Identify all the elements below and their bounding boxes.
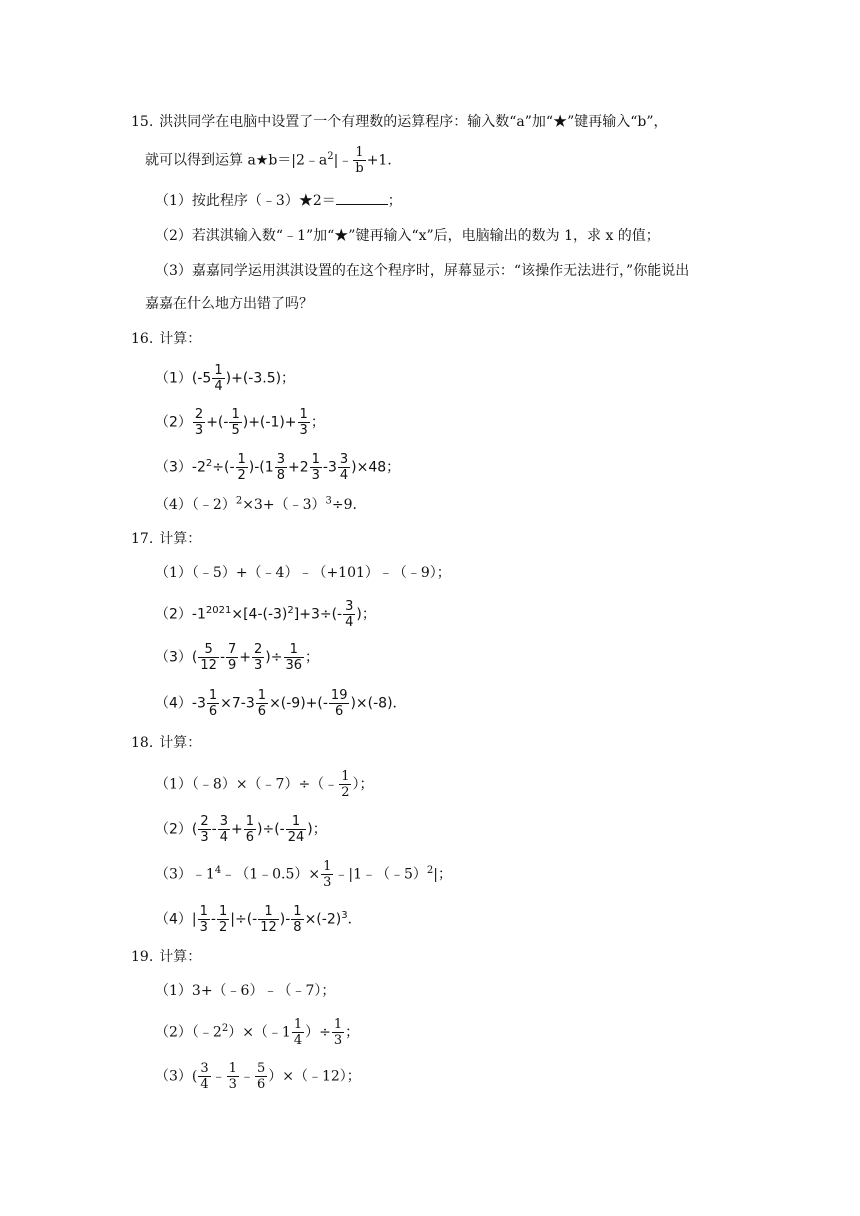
fraction [212,364,224,393]
expr-text: - [211,821,217,838]
fraction [236,453,248,482]
q16-heading [131,329,201,349]
fraction [198,643,219,672]
denominator: 36 [285,658,303,673]
numerator: 1 [218,904,228,919]
question-number: 15. [131,114,154,130]
expr-text: （2）（﹣2 [155,1024,222,1041]
q15-formula-a: 就可以得到运算 a★b＝|2﹣a [145,152,328,169]
exponent: 3 [325,495,332,507]
exponent: 2 [221,1022,229,1034]
expr-text: ×3+（﹣3） [242,497,326,513]
numerator: 7 [228,642,237,657]
expr-text: )+(-1)+ [242,414,297,431]
question-title: 计算： [159,735,202,751]
expr-text: |； [433,866,453,883]
answer-blank [336,190,388,205]
part-label: （3） [155,459,192,476]
denominator: 5 [231,423,240,438]
expr-text: ×(-9)+(- [269,695,328,712]
numerator: 19 [330,688,348,703]
denominator: 4 [345,615,354,630]
denominator: 3 [228,1077,237,1092]
expr-text: ； [305,649,320,666]
q19-part2 [155,1018,359,1047]
expr-text: -3 [322,459,337,476]
question-title: 计算： [159,949,202,965]
fraction [292,1018,304,1047]
expr-text: + [239,649,252,666]
fraction [343,600,355,629]
denominator: 3 [323,875,332,890]
denominator: b [355,161,364,176]
q15-formula-c: +1． [366,152,402,169]
expr-text: ﹣（1﹣0.5）× [221,866,321,883]
expr-text: ( [191,649,198,666]
q19-part1: （1）3+（﹣6）﹣（﹣7）； [155,983,336,999]
part-label: （2） [155,606,192,623]
numerator: 2 [254,642,263,657]
q15-line2 [145,146,401,175]
numerator: 3 [200,1061,209,1076]
expr-text: |÷(- [230,911,258,928]
part-label: （1） [155,370,192,387]
q17-part4 [155,689,407,718]
expr-text: ]+3÷(- [293,606,343,623]
expr-text: ( [191,821,198,838]
fraction [252,643,264,672]
numerator: 1 [311,452,320,467]
fraction [310,453,322,482]
fraction [258,905,279,934]
numerator: 5 [256,1061,266,1076]
expr-text: -3 [191,695,206,712]
numerator: 1 [228,1061,237,1076]
denominator: 6 [335,704,344,719]
expr-text: ﹣|1﹣（﹣5） [334,866,427,883]
fraction [218,815,230,844]
numerator: 1 [237,452,246,467]
expr-text: +(- [206,414,229,431]
numerator: 3 [345,599,354,614]
numerator: 2 [194,407,204,422]
fraction [329,689,350,718]
expr-text: ）； [352,776,374,793]
numerator: 1 [257,688,267,703]
expr-text: )-(1 [248,459,274,476]
exponent: 2 [426,864,434,876]
numerator: 1 [353,146,365,161]
fraction [321,860,333,889]
numerator: 1 [323,859,332,874]
numerator: 2 [200,814,209,829]
expr-text: （4）（﹣2） [155,497,236,513]
fraction [198,815,210,844]
denominator: 4 [200,1077,209,1092]
denominator: 6 [245,830,255,845]
expr-text: -1 [191,606,206,623]
part-label: （2） [155,821,192,838]
expr-text: ÷9． [331,497,367,513]
expr-text: ； [345,1024,360,1041]
expr-text: | [191,911,197,928]
expr-text: ﹣ [239,1068,254,1085]
fraction [198,905,210,934]
numerator: 1 [286,815,307,830]
q18-part3 [155,860,452,889]
denominator: 4 [293,1033,303,1048]
numerator: 1 [299,407,308,422]
expr-text: + [231,821,243,838]
numerator: 3 [219,814,229,829]
denominator: 12 [200,658,217,673]
q15-part1-text: （1）按此程序（﹣3）★2＝ [155,193,336,209]
denominator: 9 [228,658,237,673]
denominator: 2 [341,785,350,800]
expr-text: )÷(- [257,821,285,838]
numerator: 1 [258,905,279,920]
q15-part1 [155,190,402,211]
numerator: 1 [245,814,255,829]
expr-text: )- [279,911,291,928]
expr-text: ）÷ [305,1024,331,1041]
expr-text: +2 [287,459,309,476]
fraction [286,815,307,844]
q15-text: 洪洪同学在电脑中设置了一个有理数的运算程序：输入数“a”加“★”键再输入“b”， [159,114,668,130]
expr-text: ﹣ [211,1068,226,1085]
expr-text: ×(-2) [304,911,342,928]
denominator: 3 [199,920,208,935]
part-label: （3） [155,649,192,666]
denominator: 24 [287,830,305,845]
fraction [256,689,268,718]
question-title: 计算： [159,531,202,547]
expr-text: （3）( [155,1068,198,1085]
expr-text: - [219,649,225,666]
q19-heading [131,947,201,967]
q15-part3-line1: （3）嘉嘉同学运用淇淇设置的在这个程序时，屏幕显示：“该操作无法进行，”你能说出 [155,263,690,279]
expr-text: )×48； [351,459,401,476]
expr-text: ×[4-(-3) [231,606,288,623]
expr-text: )+(-3.5)； [225,370,296,387]
q15-part1-end: ； [387,193,402,209]
expr-text: ； [310,414,325,431]
denominator: 3 [200,830,209,845]
exponent: 2021 [205,604,232,616]
numerator: 1 [293,904,302,919]
numerator: 3 [339,452,349,467]
denominator: 2 [218,920,228,935]
fraction [338,453,350,482]
q15-formula-b: |﹣ [333,152,353,169]
fraction [275,453,287,482]
denominator: 8 [276,468,285,483]
numerator: 1 [208,688,218,703]
exponent: 2 [327,150,334,162]
exponent: 2 [205,457,213,469]
fraction [229,408,241,437]
question-title: 计算： [159,331,202,347]
fraction [207,689,219,718]
denominator: 3 [194,423,204,438]
denominator: 6 [208,704,218,719]
part-label: （2） [155,414,192,431]
q17-part2 [155,600,376,629]
numerator: 5 [198,643,219,658]
q17-part1: （1）（﹣5）+（﹣4）﹣（+101）﹣（﹣9）； [155,565,451,581]
q19-part3 [155,1062,361,1091]
expr-text: （3）﹣1 [155,866,215,883]
denominator: 3 [333,1033,343,1048]
fraction [198,1062,210,1091]
question-number: 19. [131,949,154,965]
expr-text: ． [347,911,362,928]
denominator: 8 [293,920,302,935]
q16-part2 [155,408,325,437]
exponent: 2 [235,495,243,507]
q17-heading [131,529,201,549]
expr-text: )； [307,821,327,838]
fraction [332,1018,344,1047]
q18-part4 [155,905,362,934]
part-label: （4） [155,911,192,928]
fraction [217,905,229,934]
q18-part2 [155,815,327,844]
expr-text: )×(-8)． [350,695,407,712]
expr-text: ×7-3 [220,695,255,712]
question-number: 17. [131,531,154,547]
exponent: 4 [214,864,222,876]
denominator: 2 [237,468,246,483]
fraction [255,1062,267,1091]
denominator: 3 [311,468,320,483]
expr-text: - [210,911,216,928]
numerator: 1 [293,1017,303,1032]
expr-text: （1）（﹣8）×（﹣7）÷（﹣ [155,776,339,793]
denominator: 6 [257,704,267,719]
denominator: 12 [260,920,277,935]
numerator: 3 [276,452,285,467]
q16-part1 [155,364,295,393]
fraction [226,643,238,672]
denominator: 3 [299,423,308,438]
denominator: 6 [256,1077,266,1092]
denominator: 4 [214,379,223,394]
numerator: 1 [284,643,305,658]
denominator: 3 [254,658,263,673]
exponent: 3 [341,909,348,921]
expr-text: ）×（﹣1 [228,1024,291,1041]
fraction [227,1062,239,1091]
q18-part1 [155,770,373,799]
fraction [284,643,305,672]
numerator: 1 [231,407,240,422]
expr-text: )÷ [265,649,283,666]
question-number: 18. [131,735,154,751]
numerator: 1 [214,363,223,378]
numerator: 1 [199,904,208,919]
q15-line1 [131,112,668,132]
expr-text: ）×（﹣12）； [268,1068,361,1085]
q17-part3 [155,643,319,672]
fraction [339,770,351,799]
fraction [291,905,303,934]
fraction [353,146,365,175]
exponent: 2 [287,604,294,616]
part-label: （4） [155,695,192,712]
expr-text: )； [356,606,376,623]
q15-part2: （2）若淇淇输入数“﹣1”加“★”键再输入“x”后，电脑输出的数为 1，求 x 的值； [155,228,660,244]
numerator: 1 [333,1017,343,1032]
fraction [193,408,205,437]
expr-text: -2 [191,459,206,476]
fraction [298,408,310,437]
q18-heading [131,733,201,753]
expr-text: (-5 [191,370,212,387]
q16-part4 [155,495,367,515]
denominator: 4 [219,830,229,845]
fraction [244,815,256,844]
denominator: 4 [339,468,349,483]
q15-part3-line2: 嘉嘉在什么地方出错了吗？ [145,296,313,312]
expr-text: ÷(- [212,459,235,476]
numerator: 1 [341,769,350,784]
question-number: 16. [131,331,154,347]
q16-part3 [155,453,400,482]
